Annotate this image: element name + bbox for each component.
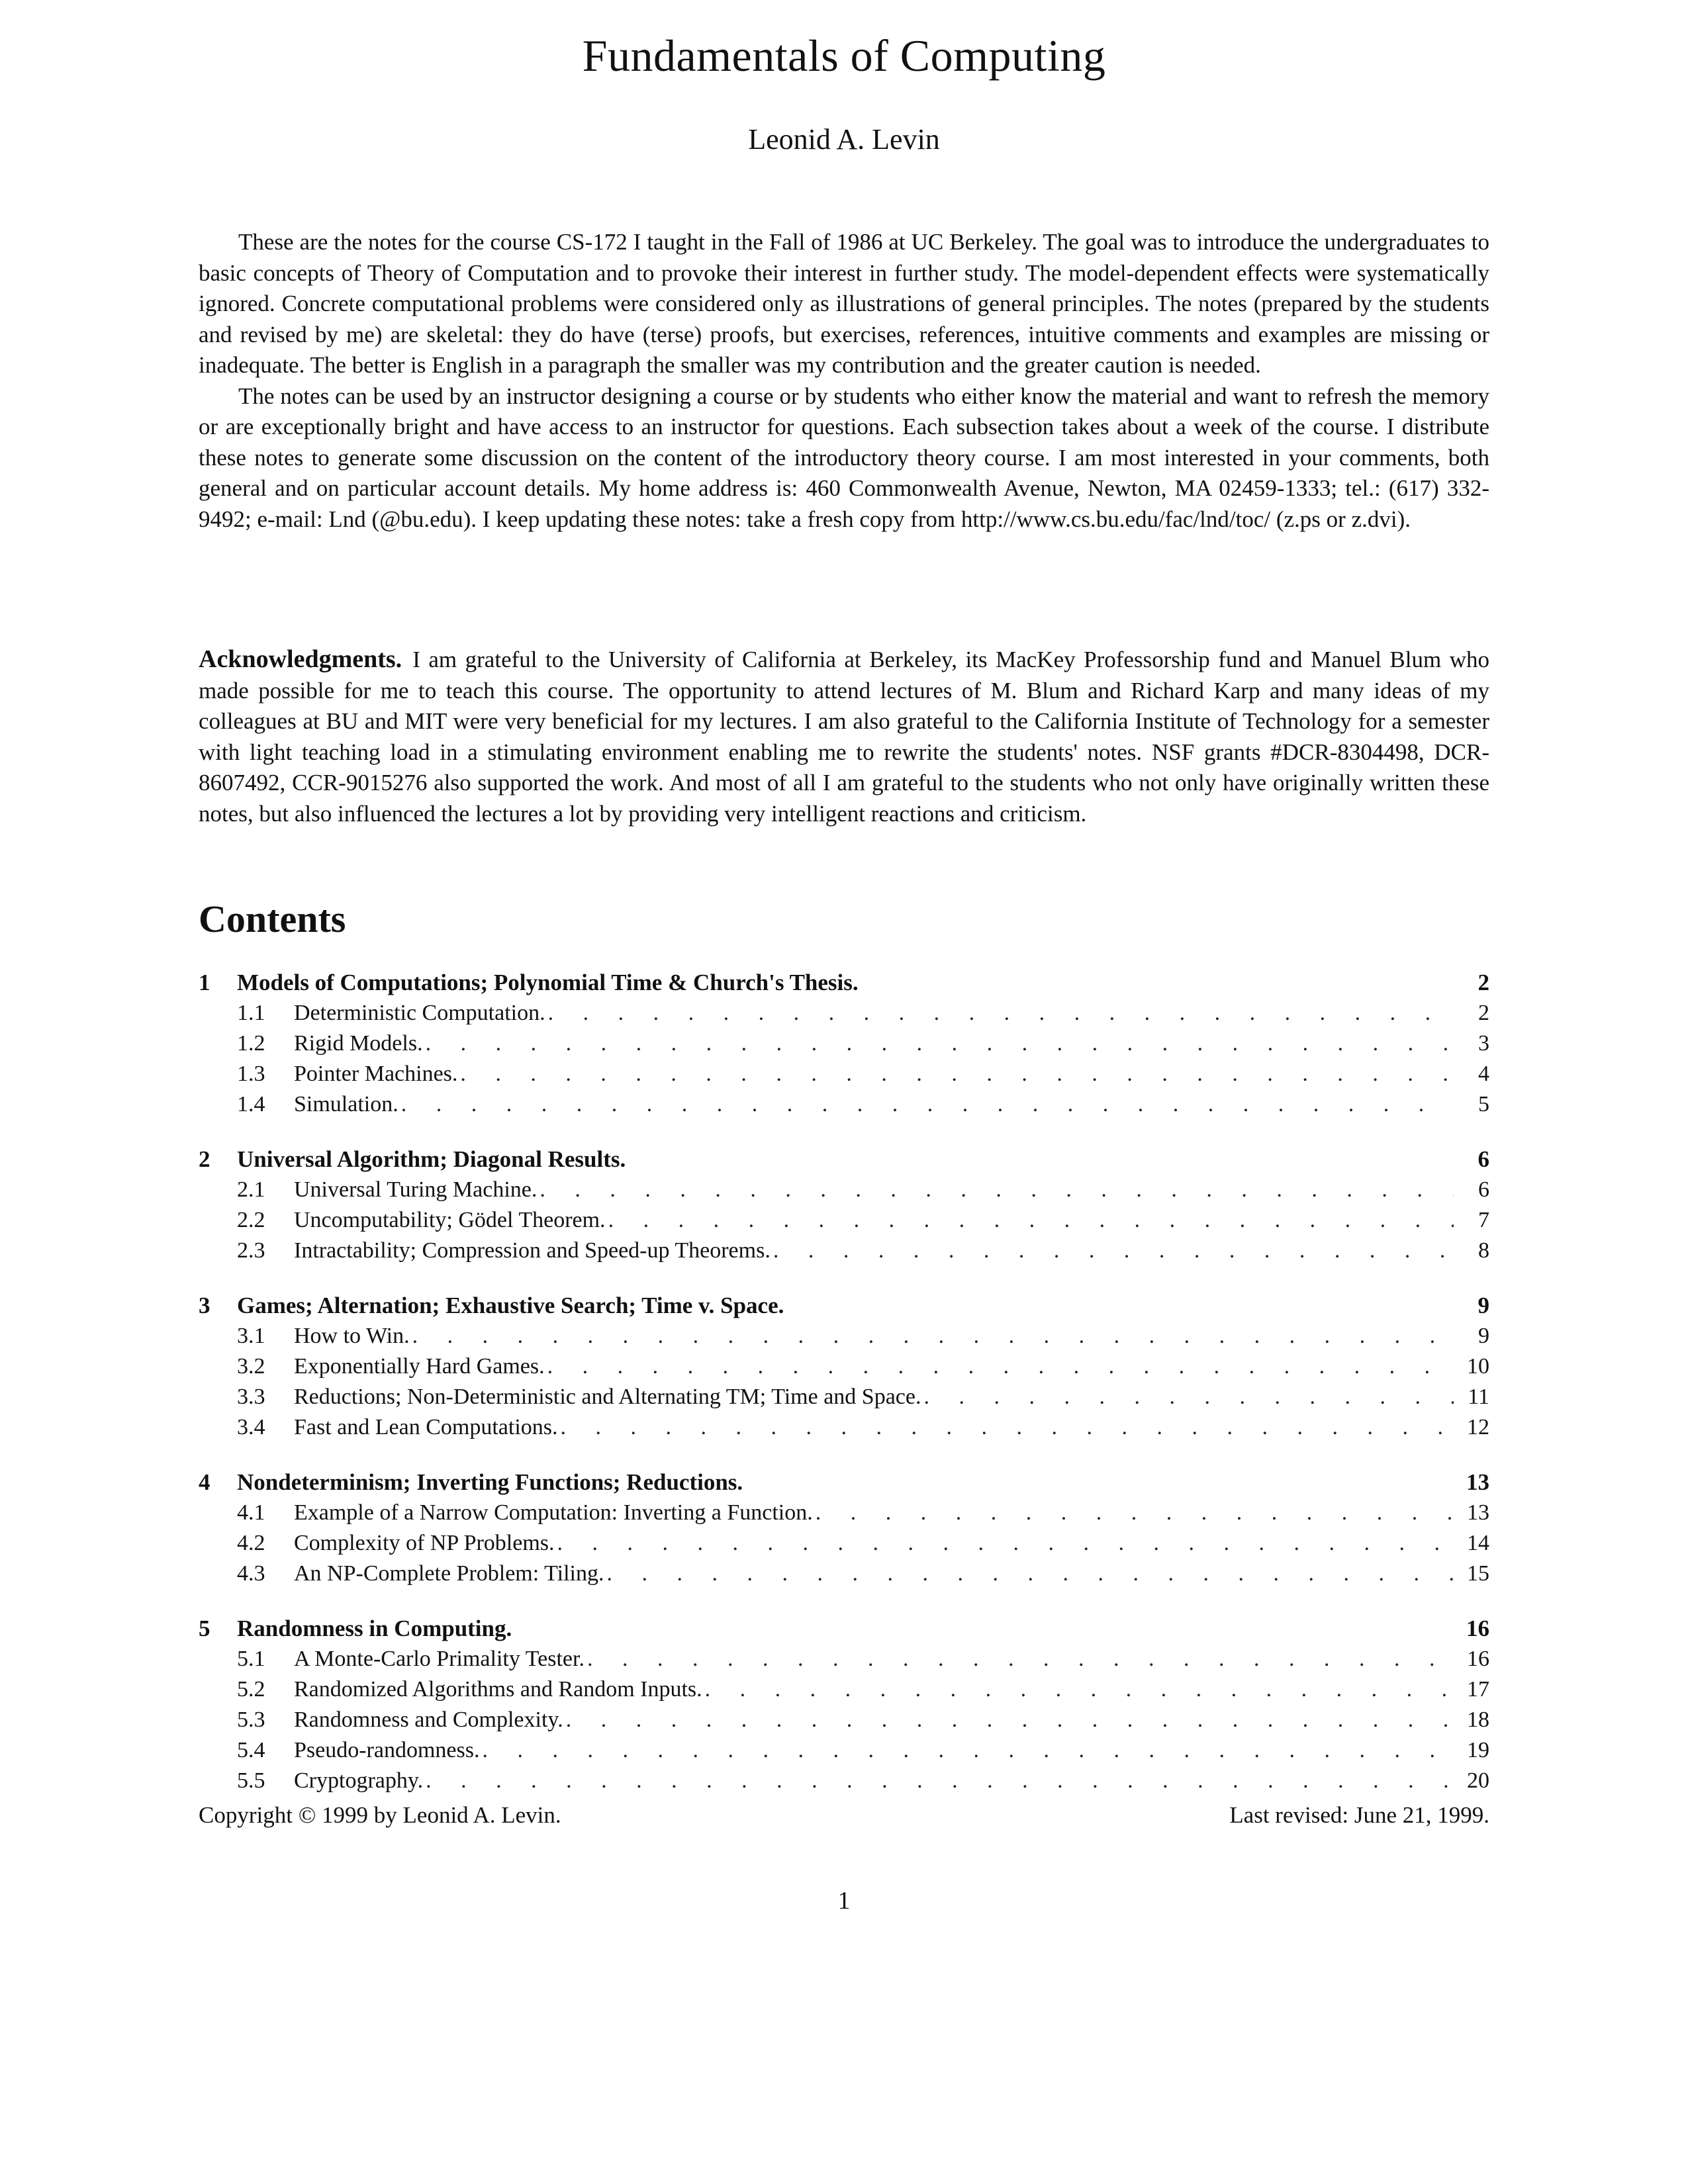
toc-subsection-title: Deterministic Computation.	[294, 1001, 545, 1025]
toc-subsection-title: Exponentially Hard Games.	[294, 1354, 545, 1379]
toc-subsection-page: 4	[1478, 1062, 1489, 1086]
toc-section-page: 13	[1466, 1469, 1489, 1495]
toc-subsection-number: 1.2	[237, 1031, 265, 1056]
toc-section-page: 2	[1477, 970, 1489, 995]
toc-subsection-entry[interactable]	[199, 1351, 1489, 1382]
toc-section-block	[199, 1291, 1489, 1443]
toc-subsection-page: 11	[1468, 1385, 1489, 1409]
toc-subsection-number: 5.1	[237, 1647, 265, 1671]
toc-dot-leader	[548, 998, 1454, 1028]
toc-subsection-title: Example of a Narrow Computation: Inverting a Function.	[294, 1500, 813, 1525]
toc-section-title: Games; Alternation; Exhaustive Search; Time v. Space.	[237, 1293, 784, 1318]
toc-subsection-page: 2	[1478, 1001, 1489, 1025]
toc-dot-leader	[547, 1351, 1454, 1382]
toc-subsection-title: Intractability; Compression and Speed-up Theorems.	[294, 1238, 771, 1263]
toc-subsection-entry[interactable]	[199, 1089, 1489, 1120]
toc-section-number: 4	[199, 1469, 211, 1495]
toc-subsection-page: 9	[1478, 1324, 1489, 1348]
toc-subsection-entry[interactable]	[199, 1644, 1489, 1674]
toc-subsection-title: A Monte-Carlo Primality Tester.	[294, 1647, 585, 1671]
toc-section-title: Nondeterminism; Inverting Functions; Reductions.	[237, 1469, 743, 1495]
toc-subsection-entry[interactable]	[199, 1175, 1489, 1205]
toc-dot-leader	[566, 1705, 1454, 1735]
toc-subsection-number: 1.1	[237, 1001, 265, 1025]
toc-subsection-entry[interactable]	[199, 1498, 1489, 1528]
toc-subsection-page: 5	[1478, 1092, 1489, 1116]
last-revised: Last revised: June 21, 1999.	[1229, 1802, 1489, 1828]
toc-subsection-number: 3.1	[237, 1324, 265, 1348]
toc-dot-leader	[557, 1528, 1454, 1559]
toc-subsection-entry[interactable]	[199, 1766, 1489, 1796]
toc-subsection-entry[interactable]	[199, 1059, 1489, 1089]
toc-section-page: 6	[1477, 1146, 1489, 1172]
toc-section-entry[interactable]	[199, 1614, 1489, 1644]
toc-section-entry[interactable]	[199, 1291, 1489, 1321]
footer-line	[199, 1802, 1489, 1829]
toc-section-number: 5	[199, 1615, 211, 1641]
toc-subsection-entry[interactable]	[199, 1528, 1489, 1559]
toc-subsection-page: 19	[1467, 1738, 1489, 1762]
toc-subsection-title: Pointer Machines.	[294, 1062, 458, 1086]
toc-section-block	[199, 1467, 1489, 1589]
toc-subsection-number: 5.4	[237, 1738, 265, 1762]
toc-subsection-entry[interactable]	[199, 1236, 1489, 1266]
toc-subsection-number: 4.1	[237, 1500, 265, 1525]
toc-subsection-number: 5.2	[237, 1677, 265, 1702]
toc-subsection-number: 4.2	[237, 1531, 265, 1555]
toc-subsection-title: Complexity of NP Problems.	[294, 1531, 555, 1555]
toc-subsection-title: Fast and Lean Computations.	[294, 1415, 558, 1439]
toc-subsection-title: Simulation.	[294, 1092, 399, 1116]
toc-subsection-number: 5.5	[237, 1768, 265, 1793]
toc-section-title: Models of Computations; Polynomial Time & Church's Thesis.	[237, 970, 859, 995]
toc-subsection-entry[interactable]	[199, 1559, 1489, 1589]
toc-dot-leader	[608, 1205, 1454, 1236]
toc-subsection-page: 12	[1467, 1415, 1489, 1439]
copyright-notice: Copyright © 1999 by Leonid A. Levin.	[199, 1802, 561, 1828]
toc-subsection-number: 2.3	[237, 1238, 265, 1263]
toc-section-entry[interactable]	[199, 1467, 1489, 1498]
acknowledgments-paragraph	[199, 644, 1489, 829]
toc-section-page: 9	[1477, 1293, 1489, 1318]
toc-subsection-title: How to Win.	[294, 1324, 410, 1348]
toc-subsection-page: 17	[1467, 1677, 1489, 1702]
toc-subsection-entry[interactable]	[199, 1674, 1489, 1705]
toc-subsection-entry[interactable]	[199, 1205, 1489, 1236]
toc-dot-leader	[607, 1559, 1454, 1589]
toc-subsection-number: 1.3	[237, 1062, 265, 1086]
acknowledgments-text: I am grateful to the University of California at Berkeley, its MacKey Professorship fund and Manuel Blum who made possible for me to teach this course. The opportunity to attend lectures of M. Blum and Richard Karp and many ideas of my colleagues at BU and MIT were very beneficial for my lectures. I am also grateful to the California Institute of Technology for a semester with light teaching load in a stimulating environment enabling me to rewrite the students' notes. NSF grants #DCR-8304498, DCR-8607492, CCR-9015276 also supported the work. And most of all I am grateful to the students who not only have originally written these notes, but also influenced the lectures a lot by providing very intelligent reactions and criticism.	[199, 647, 1489, 827]
toc-dot-leader	[923, 1382, 1454, 1412]
toc-section-block	[199, 1144, 1489, 1266]
toc-subsection-number: 3.4	[237, 1415, 265, 1439]
intro-paragraph: The notes can be used by an instructor designing a course or by students who either know the material and want to refresh the memory or are exceptionally bright and have access to an instructor for questions. Each subsection takes about a week of the course. I distribute these notes to generate some discussion on the content of the introductory theory course. I am most interested in your comments, both general and on particular account details. My home address is: 460 Commonwealth Avenue, Newton, MA 02459-1333; tel.: (617) 332-9492; e-mail: Lnd (@bu.edu). I keep updating these notes: take a fresh copy from http://www.cs.bu.edu/fac/lnd/toc/ (z.ps or z.dvi).	[199, 383, 1489, 532]
toc-section-title: Universal Algorithm; Diagonal Results.	[237, 1146, 626, 1172]
toc-section-page: 16	[1466, 1615, 1489, 1641]
toc-section-title: Randomness in Computing.	[237, 1615, 512, 1641]
toc-subsection-number: 4.3	[237, 1561, 265, 1586]
toc-subsection-entry[interactable]	[199, 1028, 1489, 1059]
toc-dot-leader	[705, 1674, 1454, 1705]
toc-section-number: 2	[199, 1146, 211, 1172]
acknowledgments-section	[199, 644, 1489, 829]
toc-subsection-number: 1.4	[237, 1092, 265, 1116]
toc-dot-leader	[426, 1766, 1454, 1796]
toc-section-number: 1	[199, 970, 211, 995]
page-number: 1	[837, 1887, 851, 1915]
toc-subsection-entry[interactable]	[199, 998, 1489, 1028]
toc-dot-leader	[426, 1028, 1454, 1059]
toc-subsection-page: 3	[1478, 1031, 1489, 1056]
toc-subsection-number: 3.3	[237, 1385, 265, 1409]
toc-subsection-page: 18	[1467, 1707, 1489, 1732]
table-of-contents	[199, 968, 1489, 1821]
toc-subsection-number: 2.2	[237, 1208, 265, 1232]
toc-subsection-page: 15	[1467, 1561, 1489, 1586]
toc-subsection-number: 2.1	[237, 1177, 265, 1202]
document-author: Leonid A. Levin	[748, 123, 940, 156]
toc-section-number: 3	[199, 1293, 211, 1318]
toc-subsection-title: Pseudo-randomness.	[294, 1738, 480, 1762]
toc-subsection-title: Randomness and Complexity.	[294, 1707, 563, 1732]
toc-subsection-title: Rigid Models.	[294, 1031, 423, 1056]
toc-subsection-number: 5.3	[237, 1707, 265, 1732]
document-title: Fundamentals of Computing	[582, 30, 1106, 81]
toc-section-block	[199, 968, 1489, 1120]
toc-subsection-entry[interactable]	[199, 1412, 1489, 1443]
toc-dot-leader	[587, 1644, 1454, 1674]
toc-subsection-entry[interactable]	[199, 1705, 1489, 1735]
intro-paragraph: These are the notes for the course CS-172 I taught in the Fall of 1986 at UC Berkeley. The goal was to introduce the undergraduates to basic concepts of Theory of Computation and to provoke their interest in further study. The model-dependent effects were systematically ignored. Concrete computational problems were considered only as illustrations of general principles. The notes (prepared by the students and revised by me) are skeletal: they do have (terse) proofs, but exercises, references, intuitive comments and examples are missing or inadequate. The better is English in a paragraph the smaller was my contribution and the greater caution is needed.	[199, 229, 1489, 378]
toc-subsection-page: 8	[1478, 1238, 1489, 1263]
toc-subsection-page: 20	[1467, 1768, 1489, 1793]
toc-subsection-title: Universal Turing Machine.	[294, 1177, 538, 1202]
contents-heading: Contents	[199, 897, 346, 940]
toc-subsection-title: Cryptography.	[294, 1768, 424, 1793]
toc-dot-leader	[401, 1089, 1454, 1120]
toc-dot-leader	[561, 1412, 1454, 1443]
toc-subsection-page: 10	[1467, 1354, 1489, 1379]
toc-dot-leader	[460, 1059, 1454, 1089]
toc-section-entry[interactable]	[199, 1144, 1489, 1175]
toc-section-entry[interactable]	[199, 968, 1489, 998]
toc-subsection-page: 13	[1467, 1500, 1489, 1525]
toc-subsection-page: 7	[1478, 1208, 1489, 1232]
toc-subsection-page: 16	[1467, 1647, 1489, 1671]
toc-subsection-title: Randomized Algorithms and Random Inputs.	[294, 1677, 702, 1702]
toc-subsection-page: 6	[1478, 1177, 1489, 1202]
toc-dot-leader	[412, 1321, 1454, 1351]
toc-section-block	[199, 1614, 1489, 1796]
toc-subsection-title: Uncomputability; Gödel Theorem.	[294, 1208, 606, 1232]
toc-subsection-entry[interactable]	[199, 1735, 1489, 1766]
intro-section	[199, 227, 1489, 535]
toc-dot-leader	[816, 1498, 1454, 1528]
toc-subsection-number: 3.2	[237, 1354, 265, 1379]
toc-subsection-entry[interactable]	[199, 1321, 1489, 1351]
toc-subsection-entry[interactable]	[199, 1382, 1489, 1412]
toc-dot-leader	[773, 1236, 1454, 1266]
toc-subsection-title: Reductions; Non-Deterministic and Alternating TM; Time and Space.	[294, 1385, 921, 1409]
toc-subsection-page: 14	[1467, 1531, 1489, 1555]
toc-subsection-title: An NP-Complete Problem: Tiling.	[294, 1561, 604, 1586]
acknowledgments-heading: Acknowledgments.	[199, 645, 402, 673]
toc-dot-leader	[539, 1175, 1454, 1205]
toc-dot-leader	[482, 1735, 1454, 1766]
